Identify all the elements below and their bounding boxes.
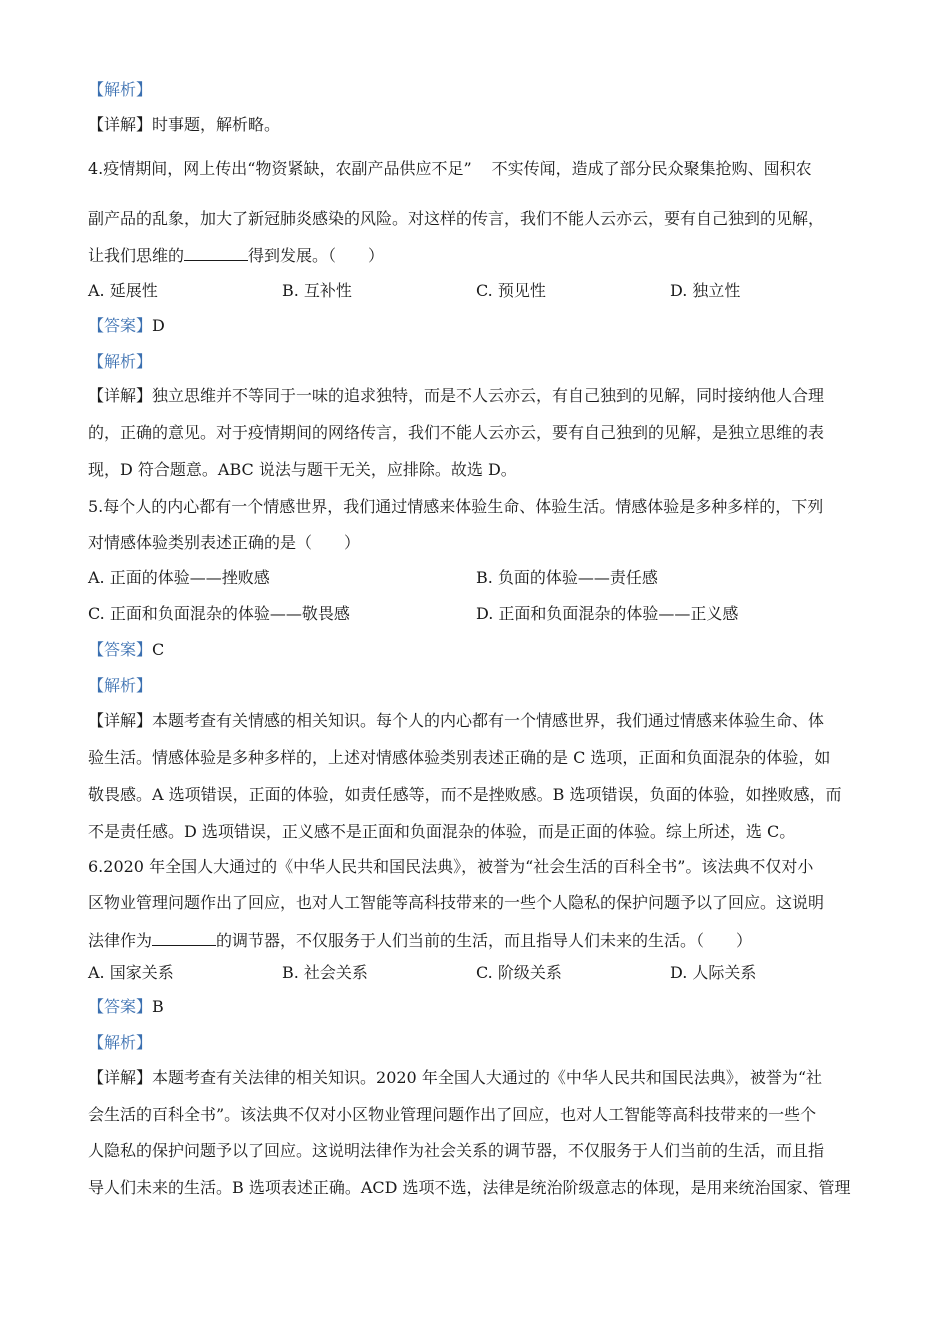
q6-option-c: C. 阶级关系	[476, 963, 562, 982]
q6-detail-line1: 【详解】本题考查有关法律的相关知识。2020 年全国人大通过的《中华人民共和国民法典》，被誉为“社	[88, 1068, 823, 1087]
q4-analysis-tag: 【解析】	[88, 352, 153, 371]
q3-analysis-tag: 【解析】	[88, 80, 153, 99]
q5-analysis-tag: 【解析】	[88, 676, 153, 695]
q5-stem-line2: 对情感体验类别表述正确的是（ ）	[88, 533, 361, 552]
q4-option-b: B. 互补性	[282, 281, 352, 300]
q4-answer: 【答案】D	[88, 316, 165, 335]
q4-option-c: C. 预见性	[476, 281, 546, 300]
q5-option-d: D. 正面和负面混杂的体验——正义感	[476, 604, 739, 623]
q4-stem-line3: 让我们思维的 得到发展。（ ）	[88, 246, 385, 265]
q5-answer: 【答案】C	[88, 640, 165, 659]
answer-blank	[152, 929, 216, 946]
q3-detail: 【详解】时事题，解析略。	[88, 115, 281, 134]
q6-detail-line4: 导人们未来的生活。B 选项表述正确。ACD 选项不选，法律是统治阶级意志的体现，是用来统治国家、管理	[88, 1178, 851, 1197]
q4-detail-line2: 的，正确的意见。对于疫情期间的网络传言，我们不能人云亦云，要有自己独到的见解，是独立思维的表	[88, 423, 825, 442]
q6-stem-line3: 法律作为 的调节器，不仅服务于人们当前的生活，而且指导人们未来的生活。（ ）	[88, 931, 753, 950]
q6-analysis-tag: 【解析】	[88, 1033, 153, 1052]
q5-detail-line1: 【详解】本题考查有关情感的相关知识。每个人的内心都有一个情感世界，我们通过情感来体验生命、体	[88, 711, 825, 730]
q4-stem-line1: 4.疫情期间，网上传出“物资紧缺，农副产品供应不足” 不实传闻，造成了部分民众聚集抢购、囤积农	[88, 159, 812, 178]
q5-detail-line3: 敬畏感。A 选项错误，正面的体验，如责任感等，而不是挫败感。B 选项错误，负面的体验，如挫败感，而	[88, 785, 842, 804]
q6-option-d: D. 人际关系	[670, 963, 757, 982]
q4-option-d: D. 独立性	[670, 281, 741, 300]
q4-option-a: A. 延展性	[88, 281, 158, 300]
q6-detail-line2: 会生活的百科全书”。该法典不仅对小区物业管理问题作出了回应，也对人工智能等高科技带来的一些个	[88, 1105, 817, 1124]
q6-stem-line2: 区物业管理问题作出了回应，也对人工智能等高科技带来的一些个人隐私的保护问题予以了回应。这说明	[88, 893, 825, 912]
q5-option-b: B. 负面的体验——责任感	[476, 568, 658, 587]
q4-detail-line3: 现，D 符合题意。ABC 说法与题干无关，应排除。故选 D。	[88, 460, 517, 479]
answer-blank	[184, 244, 248, 261]
q6-option-a: A. 国家关系	[88, 963, 174, 982]
q5-detail-line4: 不是责任感。D 选项错误，正义感不是正面和负面混杂的体验，而是正面的体验。综上所述，选 C。	[88, 822, 796, 841]
q5-stem-line1: 5.每个人的内心都有一个情感世界，我们通过情感来体验生命、体验生活。情感体验是多种多样的，下列	[88, 497, 824, 516]
q5-detail-line2: 验生活。情感体验是多种多样的，上述对情感体验类别表述正确的是 C 选项，正面和负面混杂的体验，如	[88, 748, 831, 767]
q6-detail-line3: 人隐私的保护问题予以了回应。这说明法律作为社会关系的调节器，不仅服务于人们当前的生活，而且指	[88, 1141, 825, 1160]
q6-answer: 【答案】B	[88, 997, 164, 1016]
q4-stem-line2: 副产品的乱象，加大了新冠肺炎感染的风险。对这样的传言，我们不能人云亦云，要有自己独到的见解，	[88, 209, 825, 228]
q4-detail-line1: 【详解】独立思维并不等同于一味的追求独特，而是不人云亦云，有自己独到的见解，同时接纳他人合理	[88, 386, 825, 405]
q6-stem-line1: 6.2020 年全国人大通过的《中华人民共和国民法典》，被誉为“社会生活的百科全书”。该法典不仅对小	[88, 857, 814, 876]
q5-option-a: A. 正面的体验——挫败感	[88, 568, 270, 587]
q5-option-c: C. 正面和负面混杂的体验——敬畏感	[88, 604, 350, 623]
q6-option-b: B. 社会关系	[282, 963, 368, 982]
